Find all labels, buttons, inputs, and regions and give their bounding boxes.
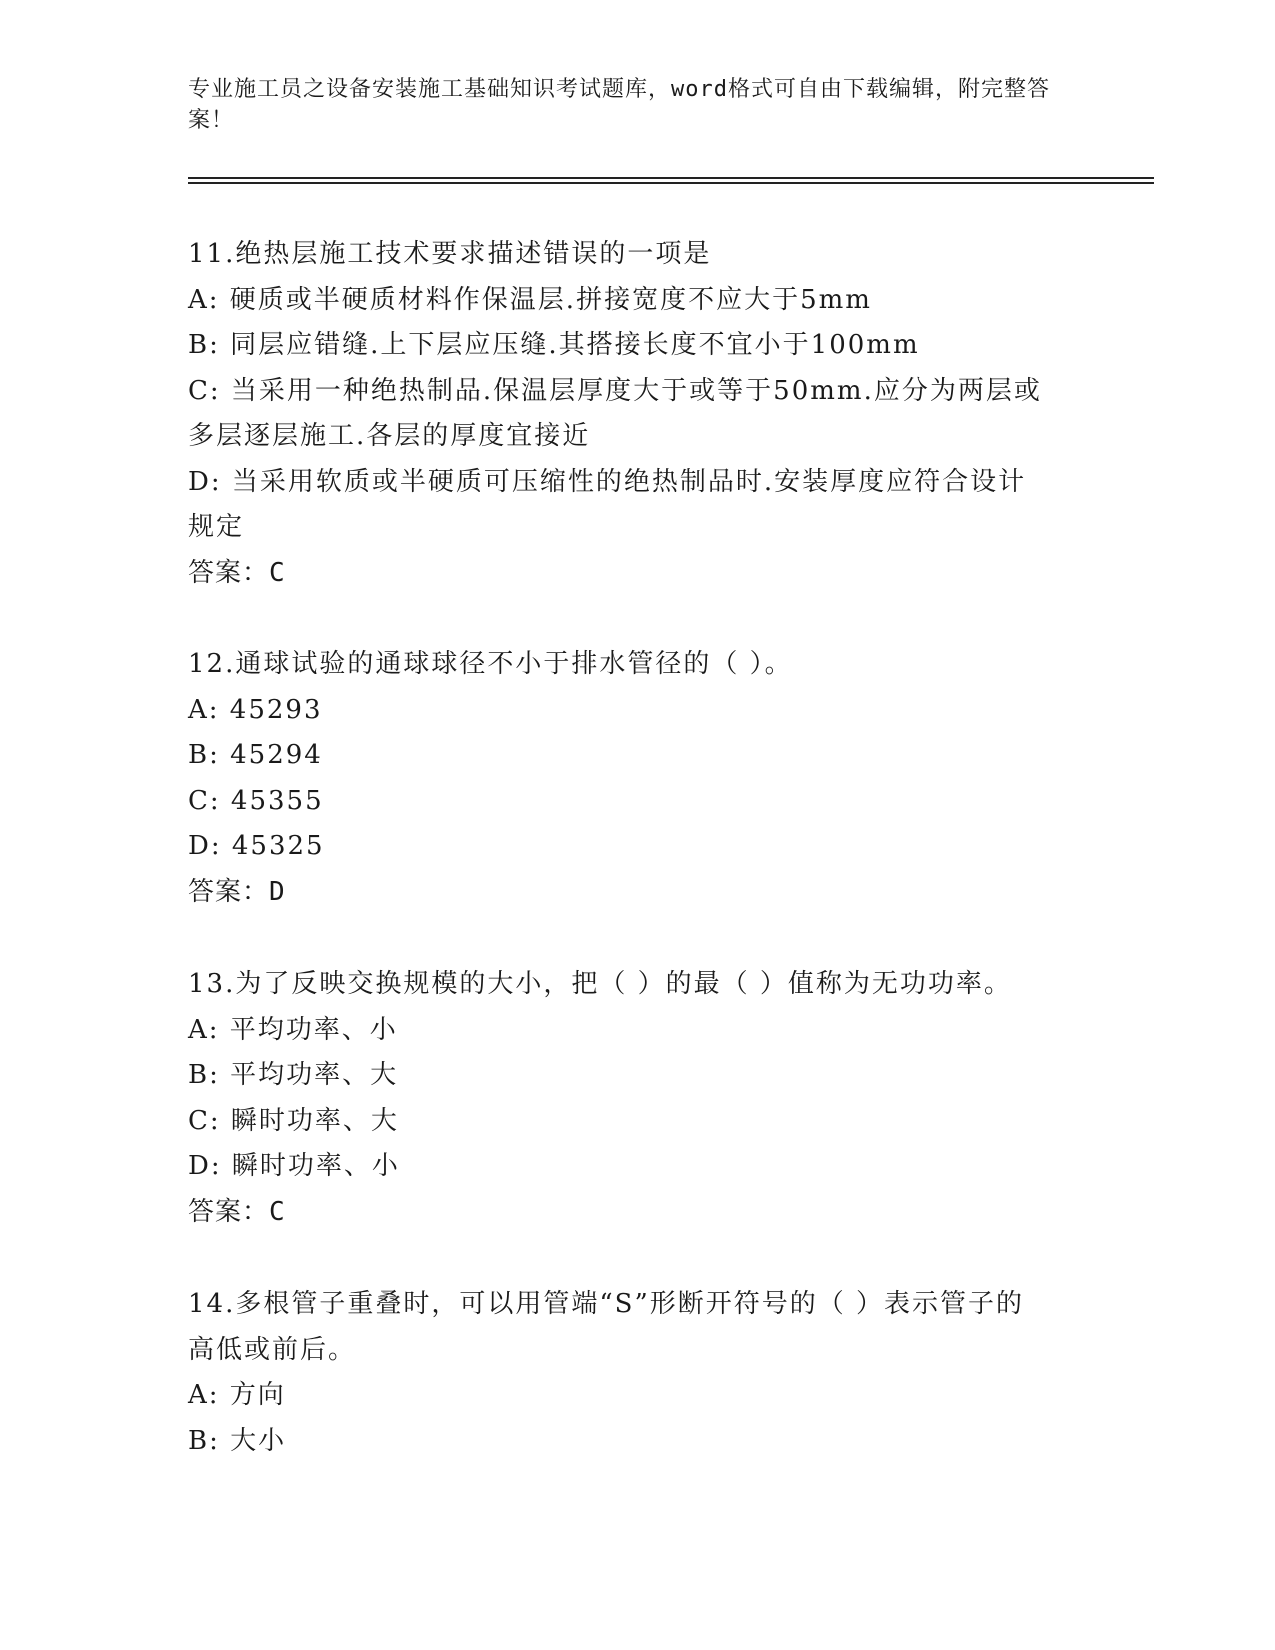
option-a: A: 45293 <box>188 694 323 725</box>
option-c: C: 当采用一种绝热制品.保温层厚度大于或等于50mm.应分为两层或多层逐层施工.各层的厚度宜接近 <box>188 375 1042 451</box>
question-stem: 11.绝热层施工技术要求描述错误的一项是 <box>188 239 712 269</box>
option-a: A: 平均功率、小 <box>188 1014 398 1045</box>
question-stem: 12.通球试验的通球球径不小于排水管径的（ ）。 <box>188 649 793 679</box>
answer: 答案：D <box>188 876 286 907</box>
document-header-text: 专业施工员之设备安装施工基础知识考试题库，word格式可自由下载编辑，附完整答案！ <box>188 77 1050 133</box>
option-b: B: 大小 <box>188 1425 287 1456</box>
header-divider-bottom <box>188 182 1154 184</box>
option-c: C: 瞬时功率、大 <box>188 1105 399 1136</box>
question-13 <box>188 962 1088 1235</box>
question-stem: 14.多根管子重叠时，可以用管端“S”形断开符号的（ ）表示管子的高低或前后。 <box>188 1289 1025 1365</box>
option-b: B: 同层应错缝.上下层应压缝.其搭接长度不宜小于100mm <box>188 330 920 360</box>
option-d: D: 瞬时功率、小 <box>188 1151 400 1181</box>
option-a: A: 硬质或半硬质材料作保温层.拼接宽度不应大于5mm <box>188 284 872 315</box>
question-stem: 13.为了反映交换规模的大小，把（ ）的最（ ）值称为无功功率。 <box>188 969 1012 999</box>
option-b: B: 45294 <box>188 740 323 770</box>
header-divider-top <box>188 177 1154 179</box>
answer: 答案：C <box>188 1196 286 1227</box>
question-14 <box>188 1282 1088 1464</box>
answer: 答案：C <box>188 557 286 588</box>
option-d: D: 45325 <box>188 831 325 861</box>
option-d: D: 当采用软质或半硬质可压缩性的绝热制品时.安装厚度应符合设计规定 <box>188 466 1027 542</box>
option-a: A: 方向 <box>188 1380 286 1410</box>
question-12 <box>188 642 1088 915</box>
option-c: C: 45355 <box>188 785 324 816</box>
question-11 <box>188 232 1088 596</box>
option-b: B: 平均功率、大 <box>188 1060 399 1090</box>
